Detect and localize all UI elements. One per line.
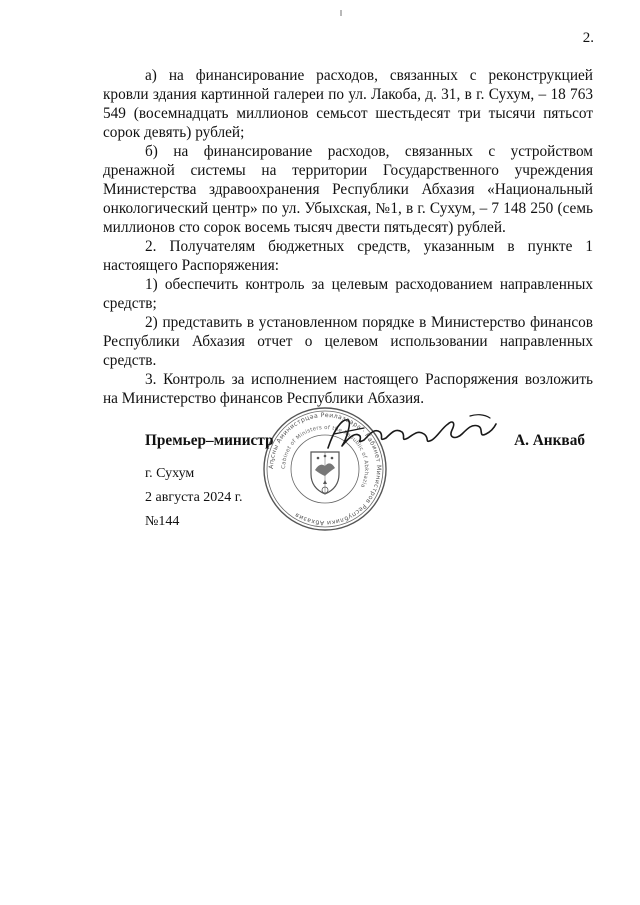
signatory-name: А. Анкваб (514, 432, 585, 449)
paragraph-2-2: 2) представить в установленном порядке в Министерство финансов Республики Абхазия отчет о целевом использовании направленных средств. (103, 314, 593, 369)
paragraph-b: б) на финансирование расходов, связанных с устройством дренажной системы на территории Государственного учреждения Министерства здравоохранения Республики Абхазия «Национальный онкологический центр» по ул. Убыхская, №1, в г. Сухум, – 7 148 250 (семь миллионов сто сорок восемь тысяч двести пятьдесят) рублей. (103, 143, 593, 236)
paragraph-2-1: 1) обеспечить контроль за целевым расходованием направленных средств; (103, 276, 593, 312)
signatory-title: Премьер–министр (145, 432, 274, 449)
issue-place: г. Сухум (145, 466, 195, 481)
coat-of-arms-icon (311, 452, 339, 494)
issue-date: 2 августа 2024 г. (145, 490, 243, 505)
paragraph-2: 2. Получателям бюджетных средств, указанным в пункте 1 настоящего Распоряжения: (103, 238, 593, 274)
seal-outer-text: Аҧсны Аминистрцәа Реилазаара · Кабинет Министров Республики Абхазия (267, 411, 383, 527)
paragraph-3: 3. Контроль за исполнением настоящего Распоряжения возложить на Министерство финансов Республики Абхазия. (103, 371, 593, 407)
seal-inner-text: Cabinet of Ministers of the Republic of Abkhazia (280, 424, 370, 489)
paragraph-a: а) на финансирование расходов, связанных с реконструкцией кровли здания картинной галереи по ул. Лакоба, д. 31, в г. Сухум, – 18 763 549 (восемнадцать миллионов семьсот шестьдесят три тысячи пятьсот сорок девять) рублей; (103, 67, 593, 141)
handwritten-signature (320, 410, 500, 456)
document-number: №144 (145, 514, 180, 529)
page-number: 2. (582, 30, 594, 46)
